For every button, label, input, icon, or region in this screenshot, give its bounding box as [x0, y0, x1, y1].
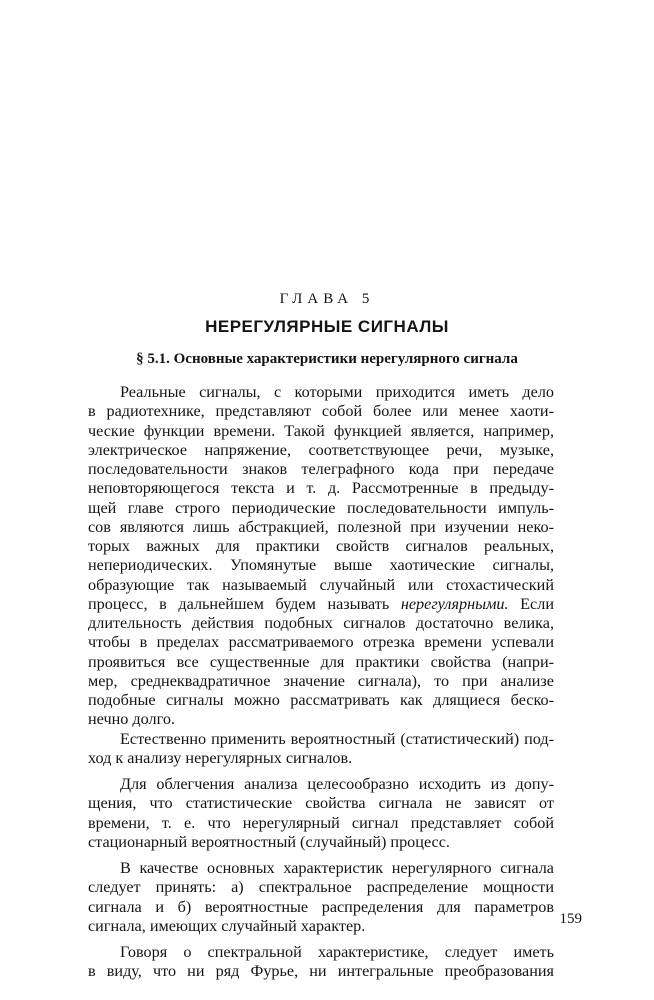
text-line: Реальные сигналы, с которыми приходится иметь дело — [120, 383, 554, 401]
text-line: Говоря о спектральной характеристике, следует иметь — [120, 943, 554, 961]
text-segment: Если — [520, 594, 554, 613]
paragraph-3 — [88, 775, 554, 852]
text-line: следует принять: а) спектральное распределение мощности — [88, 878, 554, 897]
page-number: 159 — [559, 911, 582, 927]
text-line: нечно долго. — [88, 710, 175, 729]
text-line: сигнала и б) вероятностные распределения для параметров — [88, 897, 554, 916]
text-line: в радиотехнике, представляют собой более или менее хаоти- — [88, 402, 554, 421]
text-line: неповторяющегося текста и т. д. Рассмотренные в предыду- — [88, 479, 554, 498]
emphasis-term: нерегулярными. — [400, 594, 509, 613]
text-line: в виду, что ни ряд Фурье, ни интегральные преобразования — [88, 962, 554, 981]
text-line: времени, т. е. что нерегулярный сигнал представляет собой — [88, 813, 554, 832]
text-line: щения, что статистические свойства сигнала не зависят от — [88, 794, 554, 813]
text-line: В качестве основных характеристик нерегулярного сигнала — [120, 859, 554, 877]
text-line: щей главе строго периодические последовательности импуль- — [88, 498, 554, 517]
text-line: мер, среднеквадратичное значение сигнала), то при анализе — [88, 671, 554, 690]
text-line: ход к анализу нерегулярных сигналов. — [88, 748, 353, 767]
chapter-title: НЕРЕГУЛЯРНЫЕ СИГНАЛЫ — [205, 317, 449, 336]
text-line: торых важных для практики свойств сигналов реальных, — [88, 537, 554, 555]
text-segment: процесс, в дальнейшем будем называть — [88, 594, 390, 613]
text-line: сов являются лишь абстракцией, полезной при изучении неко- — [88, 517, 554, 536]
text-line: сигнала, имеющих случайный характер. — [88, 916, 366, 935]
paragraph-1 — [88, 383, 554, 730]
text-line — [88, 595, 554, 614]
text-line: Для облегчения анализа целесообразно исходить из допу- — [120, 775, 554, 793]
text-line: Естественно применить вероятностный (статистический) под- — [120, 729, 554, 748]
text-line: образующие так называемый случайный или стохастический — [88, 575, 554, 594]
body-text — [88, 383, 554, 982]
paragraph-4 — [88, 859, 554, 936]
text-line: длительность действия подобных сигналов достаточно велика, — [88, 614, 554, 632]
paragraph-5 — [88, 943, 554, 982]
paragraph-2 — [88, 730, 554, 769]
text-line: стационарный вероятностный (случайный) процесс. — [88, 832, 450, 851]
text-line: последовательности знаков телеграфного кода при передаче — [88, 460, 554, 478]
section-title: § 5.1. Основные характеристики нерегулярного сигнала — [136, 351, 518, 367]
chapter-label: ГЛАВА 5 — [279, 291, 375, 307]
text-line: непериодических. Упомянутые выше хаотические сигналы, — [88, 556, 554, 575]
text-line: ческие функции времени. Такой функцией является, например, — [88, 421, 554, 440]
text-line: чтобы в пределах рассматриваемого отрезка времени успевали — [88, 633, 554, 652]
text-line: проявиться все существенные для практики свойства (напри- — [88, 652, 554, 671]
text-line: электрическое напряжение, соответствующее речи, музыке, — [88, 440, 554, 459]
text-line: подобные сигналы можно рассматривать как длящиеся беско- — [88, 691, 554, 709]
